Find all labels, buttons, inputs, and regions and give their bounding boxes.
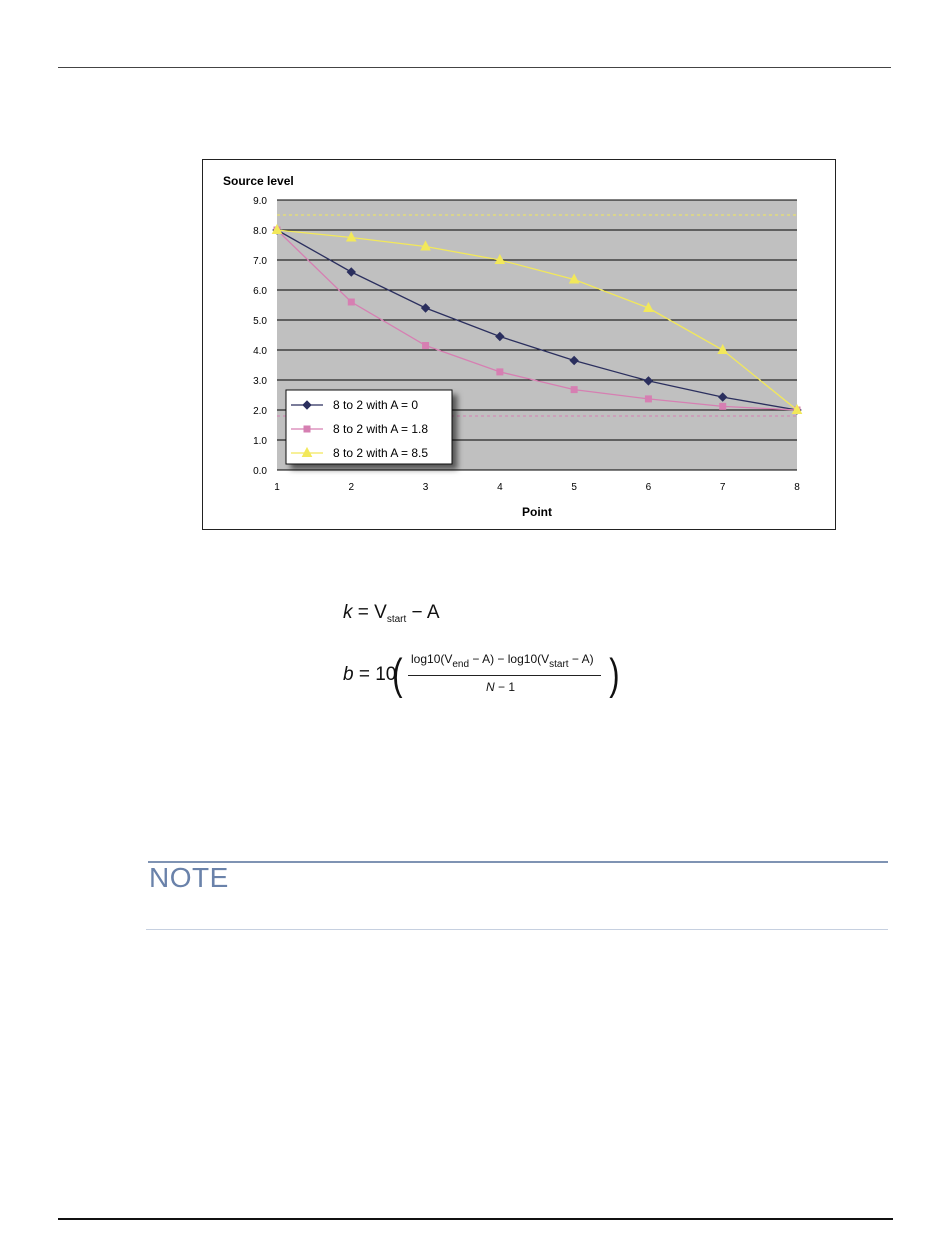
den-rest: − 1: [494, 680, 516, 694]
y-tick-label: 2.0: [253, 406, 267, 417]
legend-label: 8 to 2 with A = 1.8: [333, 422, 429, 436]
formula-k-eq: = V: [352, 602, 387, 623]
data-point: [645, 395, 652, 402]
x-tick-label: 4: [497, 482, 503, 493]
num-part-3: − A): [568, 652, 594, 666]
right-paren: ): [609, 650, 620, 699]
x-tick-label: 8: [794, 482, 800, 493]
x-tick-label: 5: [571, 482, 577, 493]
x-tick-label: 6: [645, 482, 652, 493]
y-axis-ticks: [253, 196, 267, 477]
y-tick-label: 5.0: [253, 316, 267, 327]
den-n: N: [486, 680, 495, 694]
x-tick-label: 3: [422, 482, 429, 493]
x-axis-label: Point: [522, 505, 552, 519]
y-tick-label: 0.0: [253, 466, 267, 477]
formula-b-numerator: [411, 652, 594, 670]
note-top-rule: [148, 861, 888, 863]
y-tick-label: 6.0: [253, 286, 267, 297]
formula-b-lhs: [343, 664, 396, 686]
formula-b-symbol: b: [343, 664, 354, 685]
note-title: NOTE: [149, 862, 229, 893]
data-point: [571, 386, 578, 393]
left-paren: (: [392, 650, 403, 699]
formula-b-eq: = 10: [353, 664, 397, 685]
source-level-chart: [203, 160, 837, 531]
legend-label: 8 to 2 with A = 0: [333, 398, 419, 412]
data-point: [496, 368, 503, 375]
formula-k-symbol: k: [343, 602, 353, 623]
formula-k-sub: start: [386, 614, 407, 625]
x-tick-label: 2: [348, 482, 355, 493]
note-bottom-rule: [146, 929, 888, 930]
y-tick-label: 4.0: [253, 346, 267, 357]
chart-title: Source level: [223, 174, 294, 188]
data-point: [719, 403, 726, 410]
y-tick-label: 1.0: [253, 436, 267, 447]
num-part-1: log10(V: [411, 652, 453, 666]
legend-label: 8 to 2 with A = 8.5: [333, 446, 429, 460]
footer-rule: [58, 1218, 893, 1220]
data-point: [348, 299, 355, 306]
num-sub-start: start: [549, 659, 569, 670]
formula-b-denominator: [486, 680, 515, 694]
formula-k-rest: − A: [406, 602, 440, 623]
fraction-bar: [408, 675, 601, 676]
chart-legend: [286, 390, 452, 464]
x-axis-ticks: [274, 482, 800, 493]
data-point: [422, 342, 429, 349]
legend-marker: [304, 426, 311, 433]
x-tick-label: 7: [719, 482, 726, 493]
y-tick-label: 3.0: [253, 376, 267, 387]
x-tick-label: 1: [274, 482, 280, 493]
header-rule: [58, 67, 891, 68]
formula-k: [343, 602, 440, 625]
y-tick-label: 8.0: [253, 226, 267, 237]
num-sub-end: end: [452, 659, 470, 670]
y-tick-label: 9.0: [253, 196, 267, 207]
num-part-2: − A) − log10(V: [469, 652, 550, 666]
chart-frame: [202, 159, 836, 530]
y-tick-label: 7.0: [253, 256, 267, 267]
